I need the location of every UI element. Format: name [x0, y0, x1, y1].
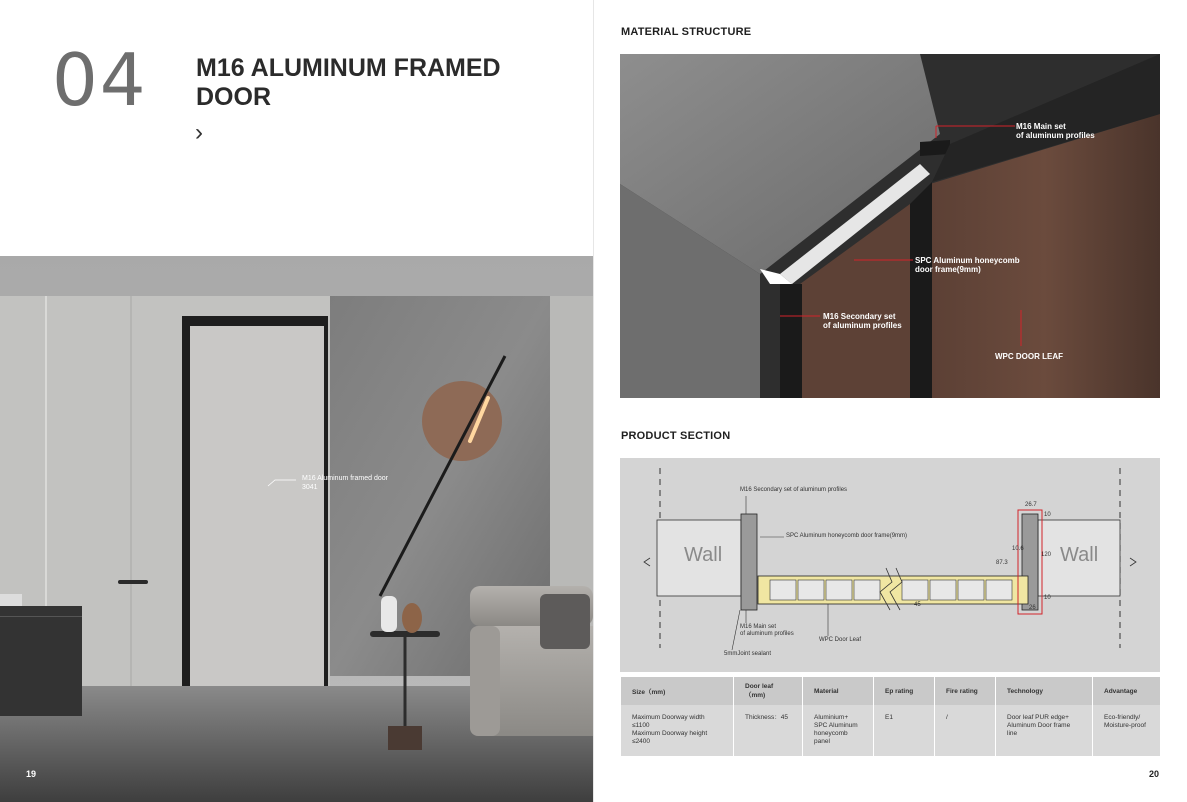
dim-87-3: 87.3	[996, 560, 1008, 566]
photo-callout-line1: M16 Aluminum framed door	[302, 475, 388, 482]
dim-10-top: 10	[1044, 512, 1051, 518]
spec-advantage-line1: Eco-friendly/	[1104, 714, 1141, 721]
room-photo	[0, 256, 593, 802]
spread-divider	[593, 0, 594, 802]
dim-26: 26	[1029, 605, 1036, 611]
spec-technology-line2: Aluminum Door frame line	[1007, 722, 1071, 737]
material-label-spc-line2: door frame(9mm)	[915, 265, 981, 274]
spec-material-line1: Aluminium+	[814, 714, 849, 721]
spec-material-line2: SPC Aluminum	[814, 722, 858, 729]
dim-26-7: 26.7	[1025, 502, 1037, 508]
section-number: 04	[52, 38, 148, 122]
product-section-drawing	[620, 458, 1160, 672]
dim-120: 120	[1041, 552, 1052, 558]
material-label-spc-line1: SPC Aluminum honeycomb	[915, 256, 1020, 265]
spec-cell-advantage	[1093, 705, 1161, 756]
section-label-main-set-line1: M16 Main set	[740, 624, 777, 630]
spec-cell-fire-rating: /	[935, 705, 996, 756]
section-label-main-set	[740, 624, 794, 638]
dim-45: 45	[914, 602, 921, 608]
material-structure-image	[620, 54, 1160, 398]
page-number-right: 20	[1149, 769, 1160, 779]
material-label-spc	[915, 256, 1020, 274]
section-label-secondary-set: M16 Secondary set of aluminum profiles	[740, 487, 848, 493]
photo-callout	[302, 474, 388, 492]
section-label-sealant: 5mmJoint sealant	[724, 651, 772, 657]
spec-table	[621, 677, 1160, 756]
material-label-secondary-line2: of aluminum profiles	[823, 321, 902, 330]
photo-callout-line2: 3041	[302, 484, 318, 491]
spec-cell-door-leaf: Thickness：45	[734, 705, 803, 756]
spec-technology-line1: Door leaf PUR edge+	[1007, 714, 1069, 721]
table-row	[621, 705, 1160, 756]
product-title: M16 ALUMINUM FRAMED DOOR	[196, 54, 501, 111]
dim-10-6: 10.6	[1012, 546, 1024, 552]
section-label-spc-frame: SPC Aluminum honeycomb door frame(9mm)	[786, 533, 908, 539]
spec-cell-ep-rating: E1	[874, 705, 935, 756]
product-section-title: PRODUCT SECTION	[621, 430, 731, 442]
spec-cell-material	[803, 705, 874, 756]
material-label-wpc-leaf: WPC DOOR LEAF	[995, 352, 1063, 361]
material-label-secondary	[823, 312, 902, 330]
page-number-left: 19	[26, 769, 37, 779]
spec-material-line3: honeycomb panel	[814, 730, 848, 745]
spec-header-size: Size（mm)	[621, 677, 734, 705]
material-label-main-set	[1016, 122, 1095, 140]
section-label-main-set-line2: of aluminum profiles	[740, 631, 794, 637]
spec-table-header-row	[621, 677, 1160, 705]
material-label-secondary-line1: M16 Secondary set	[823, 312, 896, 321]
chevron-right-icon[interactable]: ›	[195, 119, 203, 146]
wall-label-right: Wall	[1060, 544, 1099, 566]
material-label-main-set-line2: of aluminum profiles	[1016, 131, 1095, 140]
spec-cell-size	[621, 705, 734, 756]
spec-size-line2: Maximum Doorway height ≤2400	[632, 730, 708, 745]
dim-10-bottom: 10	[1044, 595, 1051, 601]
wall-label-left: Wall	[684, 544, 723, 566]
spec-size-line1: Maximum Doorway width ≤1100	[632, 714, 705, 729]
spec-header-ep-rating: Ep rating	[874, 677, 935, 705]
spec-header-door-leaf: Door leaf（mm)	[734, 677, 803, 705]
spec-cell-technology	[996, 705, 1093, 756]
material-label-main-set-line1: M16 Main set	[1016, 122, 1066, 131]
spec-advantage-line2: Moisture-proof	[1104, 722, 1146, 729]
room-illustration	[0, 256, 593, 802]
spec-header-fire-rating: Fire rating	[935, 677, 996, 705]
spec-header-material: Material	[803, 677, 874, 705]
material-structure-title: MATERIAL STRUCTURE	[621, 26, 752, 38]
spec-header-advantage: Advantage	[1093, 677, 1161, 705]
section-label-wpc-leaf: WPC Door Leaf	[819, 637, 862, 643]
material-structure-illustration	[620, 54, 1160, 398]
spec-header-technology: Technology	[996, 677, 1093, 705]
